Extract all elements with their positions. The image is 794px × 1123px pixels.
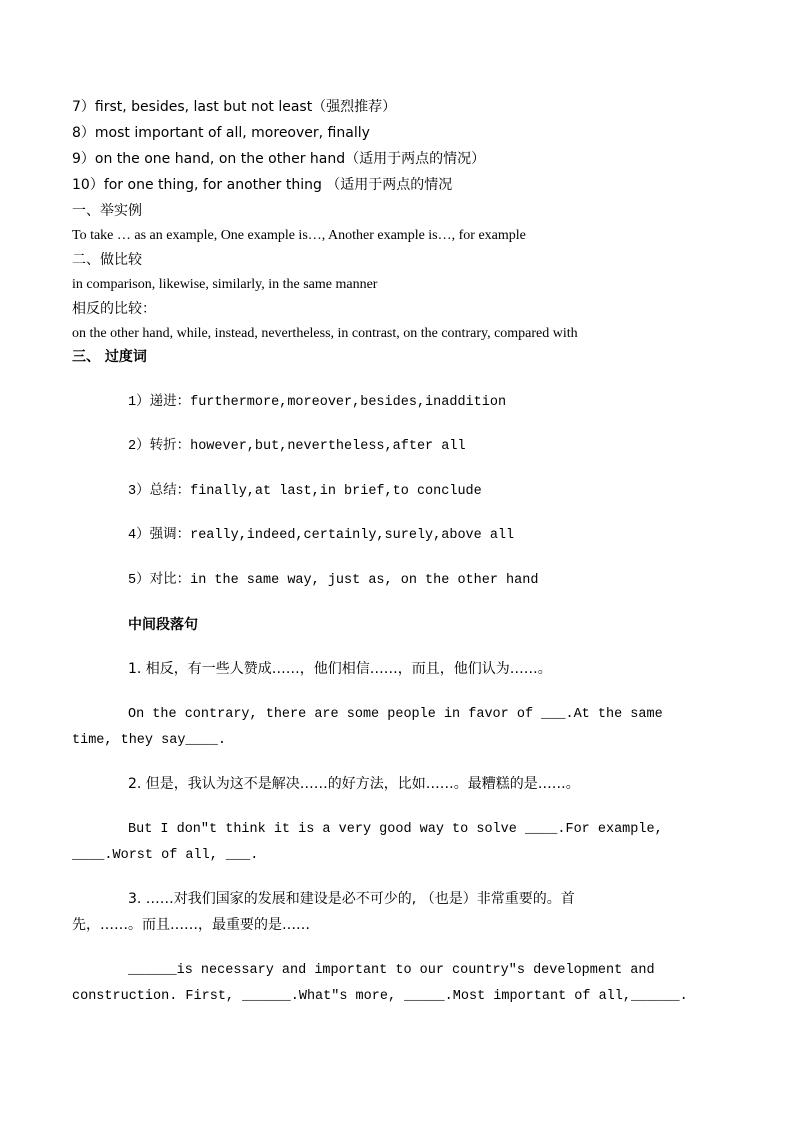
list-item-7: 7）first, besides, last but not least（强烈推荐） <box>72 99 397 115</box>
transition-item: 3）总结：finally,at last,in brief,to conclude <box>128 484 482 499</box>
sentence-2-english-line1: But I don"t think it is a very good way to solve ____.For example, <box>128 822 663 837</box>
transition-item: 5）对比：in the same way, just as, on the other hand <box>128 573 539 588</box>
sentence-1-chinese: 1. 相反，有一些人赞成……，他们相信……，而且，他们认为……。 <box>128 661 552 677</box>
transition-heading: 三、 过度词 <box>72 349 147 365</box>
contrast-text: on the other hand, while, instead, nevertheless, in contrast, on the contrary, compared with <box>72 326 578 341</box>
sentence-3-chinese-line1: 3. ……对我们国家的发展和建设是必不可少的, （也是）非常重要的。首 <box>128 891 575 907</box>
transition-item: 4）强调：really,indeed,certainly,surely,above all <box>128 528 515 543</box>
list-item-8: 8）most important of all, moreover, finally <box>72 125 370 141</box>
transition-item: 1）递进：furthermore,moreover,besides,inaddition <box>128 395 507 410</box>
comparison-heading: 二、做比较 <box>72 252 142 268</box>
sentence-3-chinese-line2: 先，……。而且……，最重要的是…… <box>72 917 310 933</box>
middle-heading: 中间段落句 <box>128 617 198 633</box>
sentence-3-english-line2: construction. First, ______.What"s more, _____.Most important of all,______. <box>72 989 688 1004</box>
transition-item: 2）转折：however,but,nevertheless,after all <box>128 439 466 454</box>
sentence-1-english-line2: time, they say____. <box>72 733 226 748</box>
list-item-9: 9）on the one hand, on the other hand（适用于两点的情况） <box>72 151 486 167</box>
list-item-10: 10）for one thing, for another thing （适用于两点的情况 <box>72 177 453 193</box>
examples-text: To take … as an example, One example is…, Another example is…, for example <box>72 228 526 243</box>
contrast-heading: 相反的比较： <box>72 301 156 317</box>
sentence-2-chinese: 2. 但是，我认为这不是解决……的好方法，比如……。最糟糕的是……。 <box>128 776 580 792</box>
sentence-2-english-line2: ____.Worst of all, ___. <box>72 848 259 863</box>
examples-heading: 一、举实例 <box>72 203 142 219</box>
comparison-text: in comparison, likewise, similarly, in the same manner <box>72 277 378 292</box>
sentence-1-english-line1: On the contrary, there are some people in favor of ___.At the same <box>128 707 663 722</box>
sentence-3-english-line1: ______is necessary and important to our country"s development and <box>128 963 655 978</box>
